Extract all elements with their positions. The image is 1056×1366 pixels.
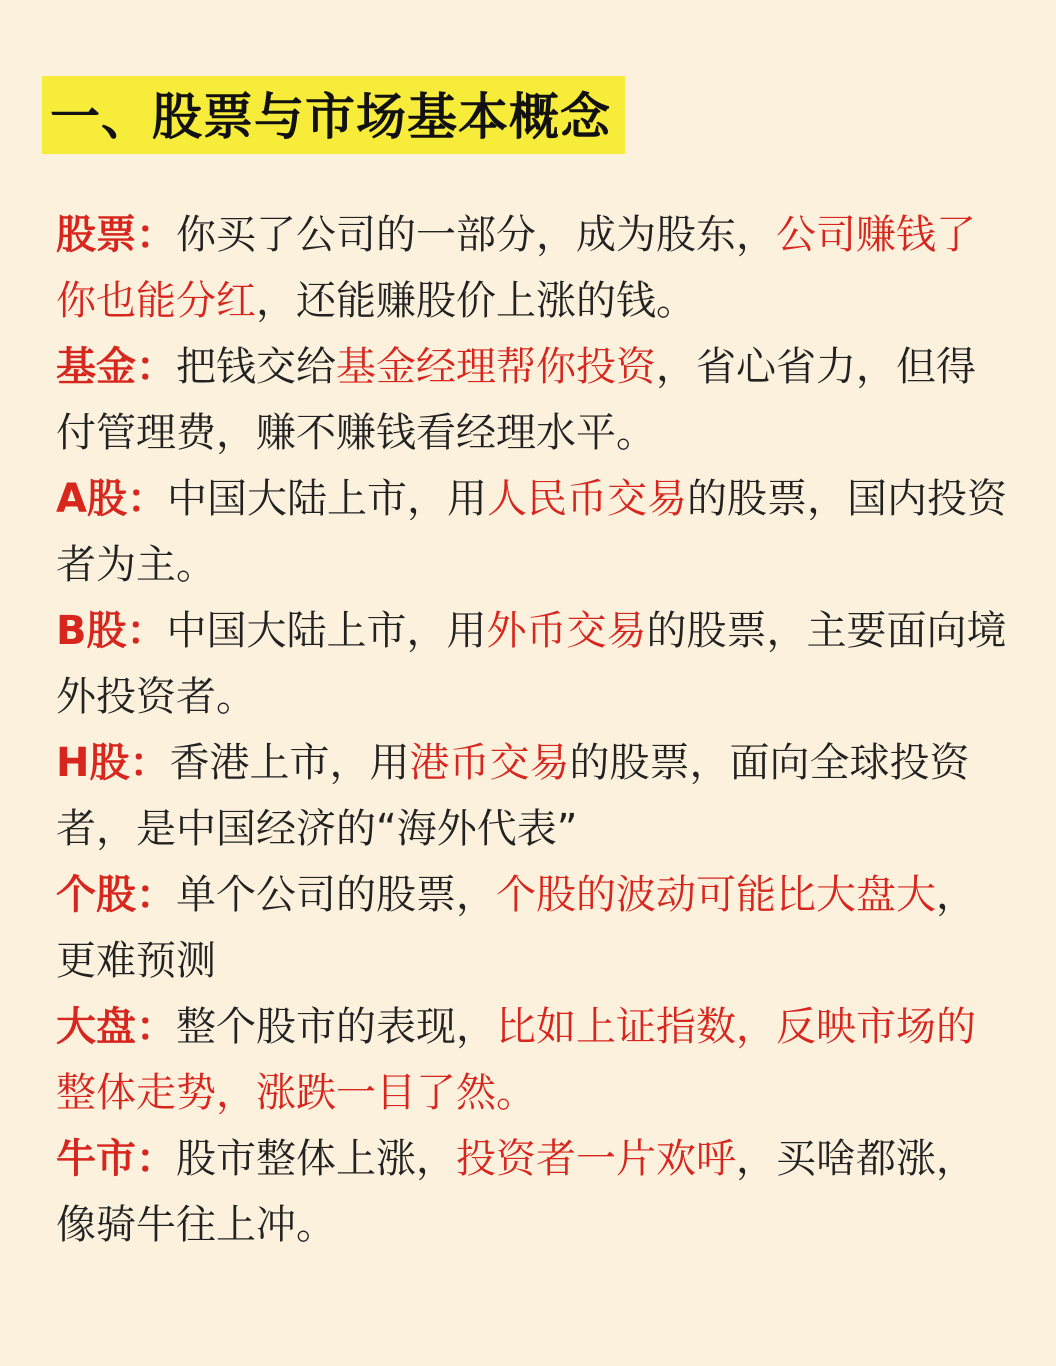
term-label: 股票： [56, 212, 176, 258]
glossary-list [56, 202, 1008, 1258]
definition-text: ，买啥都涨，像骑牛往上冲。 [56, 1136, 976, 1248]
glossary-entry-individual-stock [56, 862, 1008, 994]
term-label: H股： [56, 740, 170, 786]
glossary-entry-fund [56, 334, 1008, 466]
highlighted-text: 基金经理帮你投资 [336, 344, 656, 390]
highlighted-text: 比如上证指数，反映市场的整体走势，涨跌一目了然。 [56, 1004, 976, 1116]
glossary-entry-stock [56, 202, 1008, 334]
highlighted-text: 港币交易 [409, 740, 570, 786]
term-label: 基金： [56, 344, 176, 390]
definition-text: ，还能赚股价上涨的钱。 [256, 278, 696, 324]
glossary-entry-bull-market [56, 1126, 1008, 1258]
highlighted-text: 外币交易 [486, 608, 647, 654]
definition-text: 香港上市，用 [169, 740, 410, 786]
definition-text: 的股票，面向全球投资者，是中国经济的“海外代表” [56, 740, 970, 852]
definition-text: 股市整体上涨， [176, 1136, 456, 1182]
glossary-entry-a-share [56, 466, 1008, 598]
definition-text: ，省心省力，但得付管理费，赚不赚钱看经理水平。 [56, 344, 976, 456]
term-label: B股： [56, 608, 167, 654]
glossary-entry-h-share [56, 730, 1008, 862]
highlighted-text: 投资者一片欢呼 [456, 1136, 736, 1182]
section-heading: 一、股票与市场基本概念 [42, 76, 625, 154]
definition-text: 中国大陆上市，用 [166, 608, 487, 654]
definition-text: 的股票，主要面向境外投资者。 [56, 608, 1007, 720]
term-label: A股： [56, 476, 167, 522]
glossary-entry-market [56, 994, 1008, 1126]
definition-text: 你买了公司的一部分，成为股东， [176, 212, 776, 258]
glossary-entry-b-share [56, 598, 1008, 730]
highlighted-text: 人民币交易 [486, 476, 687, 522]
definition-text: 整个股市的表现， [176, 1004, 496, 1050]
term-label: 个股： [56, 872, 176, 918]
term-label: 牛市： [56, 1136, 176, 1182]
definition-text: 中国大陆上市，用 [166, 476, 487, 522]
definition-text: 单个公司的股票， [176, 872, 496, 918]
highlighted-text: 公司赚钱了你也能分红 [56, 212, 976, 324]
definition-text: ，更难预测 [56, 872, 976, 984]
highlighted-text: 个股的波动可能比大盘大 [496, 872, 936, 918]
term-label: 大盘： [56, 1004, 176, 1050]
definition-text: 把钱交给 [176, 344, 336, 390]
definition-text: 的股票，国内投资者为主。 [56, 476, 1007, 588]
